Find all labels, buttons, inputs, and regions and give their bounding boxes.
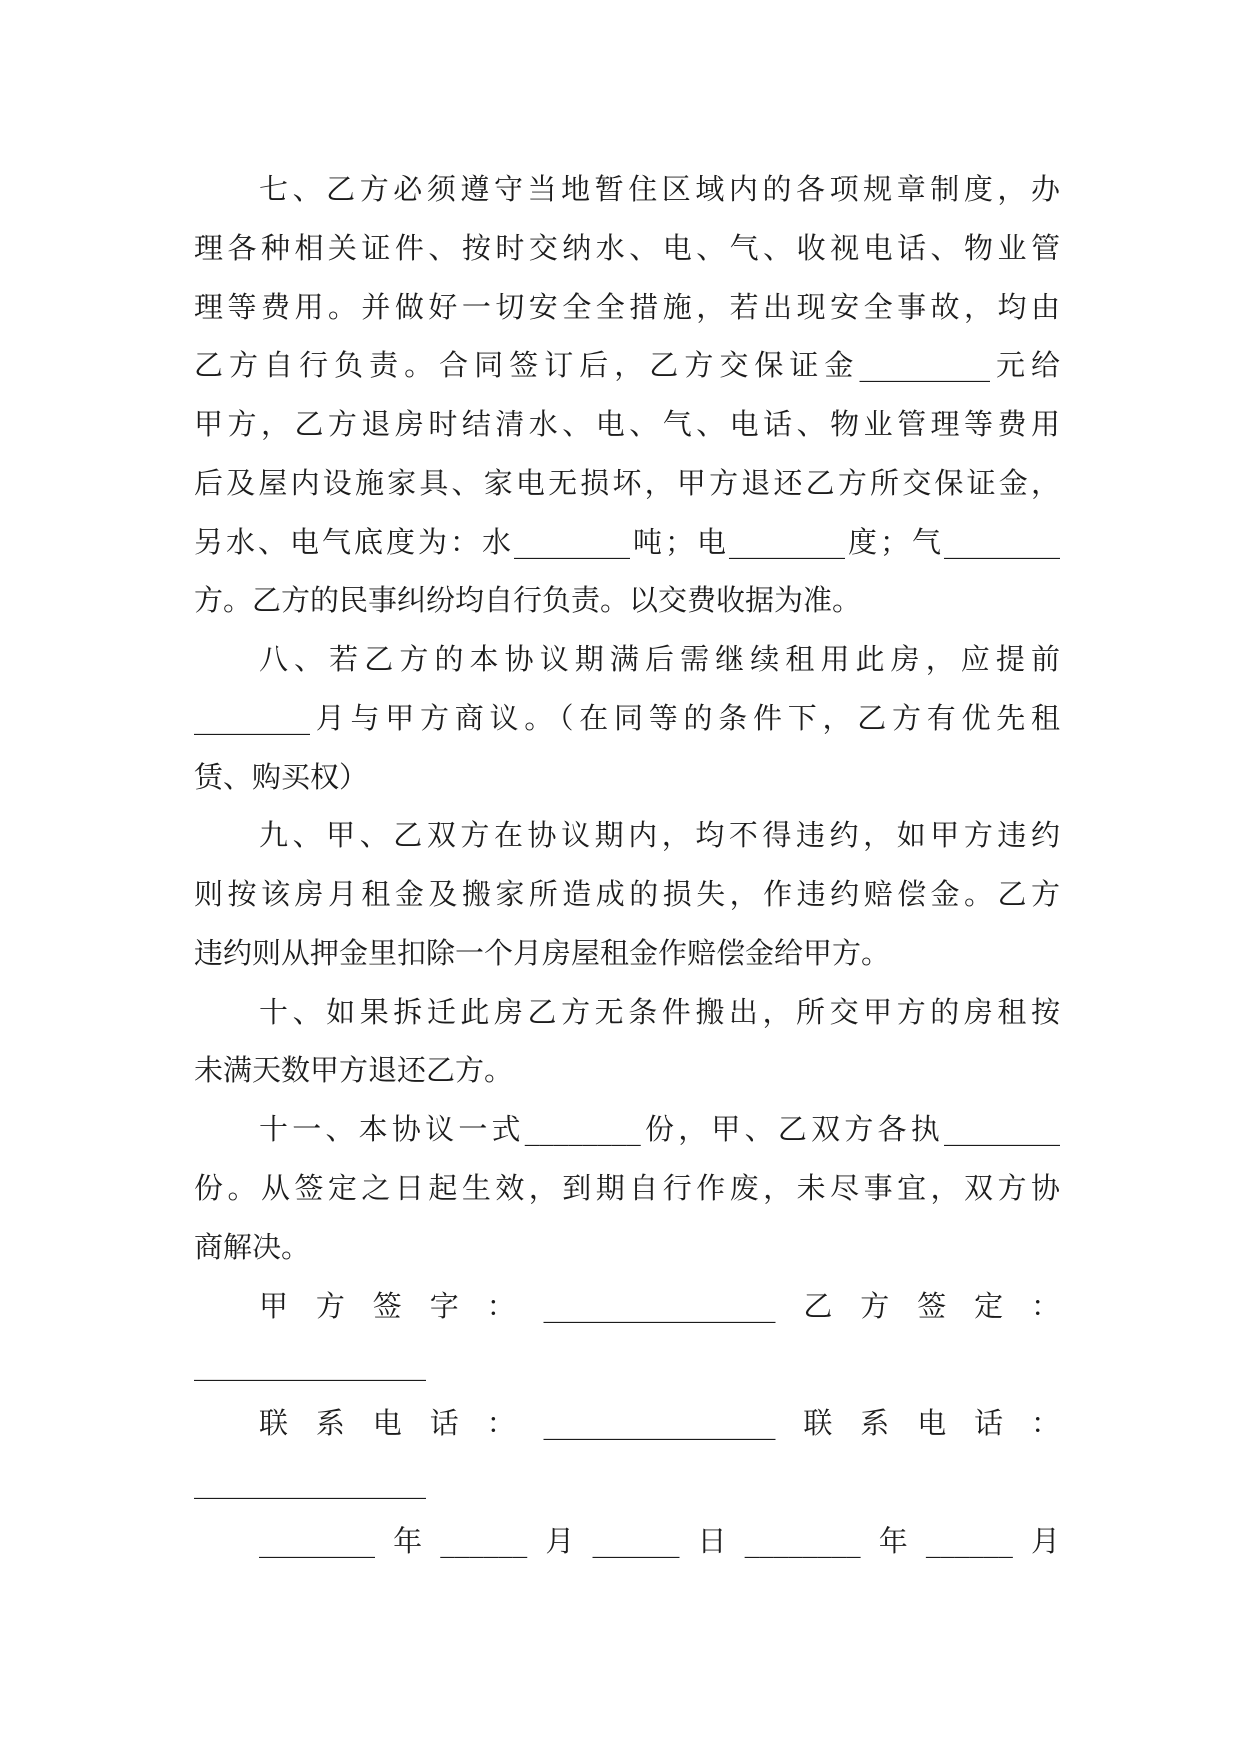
- clause-11: [194, 1100, 1060, 1276]
- party-a-signature-blank: ________________: [543, 1288, 776, 1323]
- clause-10-line: 未满天数甲方退还乙方。: [194, 1053, 514, 1088]
- clause-10-line: 十、如果拆迁此房乙方无条件搬出，所交甲方的房租按: [259, 994, 1060, 1029]
- party-a-phone-label: 联系电话：: [259, 1406, 544, 1441]
- phone-line: [194, 1394, 1060, 1453]
- clause-11-line: 商解决。: [194, 1229, 311, 1264]
- clause-11-line: 十一、本协议一式________份，甲、乙双方各执________: [259, 1112, 1060, 1147]
- party-b-signature-label: 乙方签定：: [775, 1288, 1060, 1323]
- clause-7-line: 乙方自行负责。合同签订后，乙方交保证金_________元给: [194, 348, 1060, 383]
- party-a-signature-label: 甲方签字：: [259, 1288, 544, 1323]
- clause-9-line: 九、甲、乙双方在协议期内，均不得违约，如甲方违约: [259, 818, 1060, 853]
- clause-9: [194, 806, 1060, 982]
- clause-7-line: 方。乙方的民事纠纷均自行负责。以交费收据为准。: [194, 583, 862, 618]
- date-line: ________年______月______日________年______月: [259, 1523, 1060, 1558]
- party-b-phone-label: 联系电话：: [775, 1406, 1060, 1441]
- clause-8-line: 赁、购买权）: [194, 759, 369, 794]
- clause-8-line: ________月与甲方商议。（在同等的条件下，乙方有优先租: [194, 700, 1060, 735]
- clause-7-line: 另水、电气底度为：水________吨；电________度；气________: [194, 524, 1060, 559]
- clause-9-line: 违约则从押金里扣除一个月房屋租金作赔偿金给甲方。: [194, 935, 891, 970]
- clause-8: [194, 630, 1060, 806]
- document-body: [194, 160, 1060, 1570]
- clause-10: [194, 983, 1060, 1101]
- clause-9-line: 则按该房月租金及搬家所造成的损失，作违约赔偿金。乙方: [194, 877, 1060, 912]
- clause-7-line: 后及屋内设施家具、家电无损坏，甲方退还乙方所交保证金，: [194, 465, 1060, 500]
- clause-8-line: 八、若乙方的本协议期满后需继续租用此房，应提前: [259, 642, 1060, 677]
- signature-line: [194, 1277, 1060, 1336]
- party-a-phone-blank: ________________: [543, 1406, 776, 1441]
- clause-7-line: 七、乙方必须遵守当地暂住区域内的各项规章制度，办: [259, 172, 1060, 206]
- clause-7-line: 理等费用。并做好一切安全全措施，若出现安全事故，均由: [194, 289, 1060, 324]
- party-b-signature-blank: ________________: [194, 1347, 426, 1382]
- clause-11-line: 份。从签定之日起生效，到期自行作废，未尽事宜，双方协: [194, 1171, 1060, 1206]
- clause-7: [194, 160, 1060, 630]
- signature-block: [194, 1277, 1060, 1571]
- party-b-phone-blank: ________________: [194, 1464, 426, 1499]
- clause-7-line: 甲方，乙方退房时结清水、电、气、电话、物业管理等费用: [194, 407, 1060, 442]
- clause-7-line: 理各种相关证件、按时交纳水、电、气、收视电话、物业管: [194, 230, 1060, 265]
